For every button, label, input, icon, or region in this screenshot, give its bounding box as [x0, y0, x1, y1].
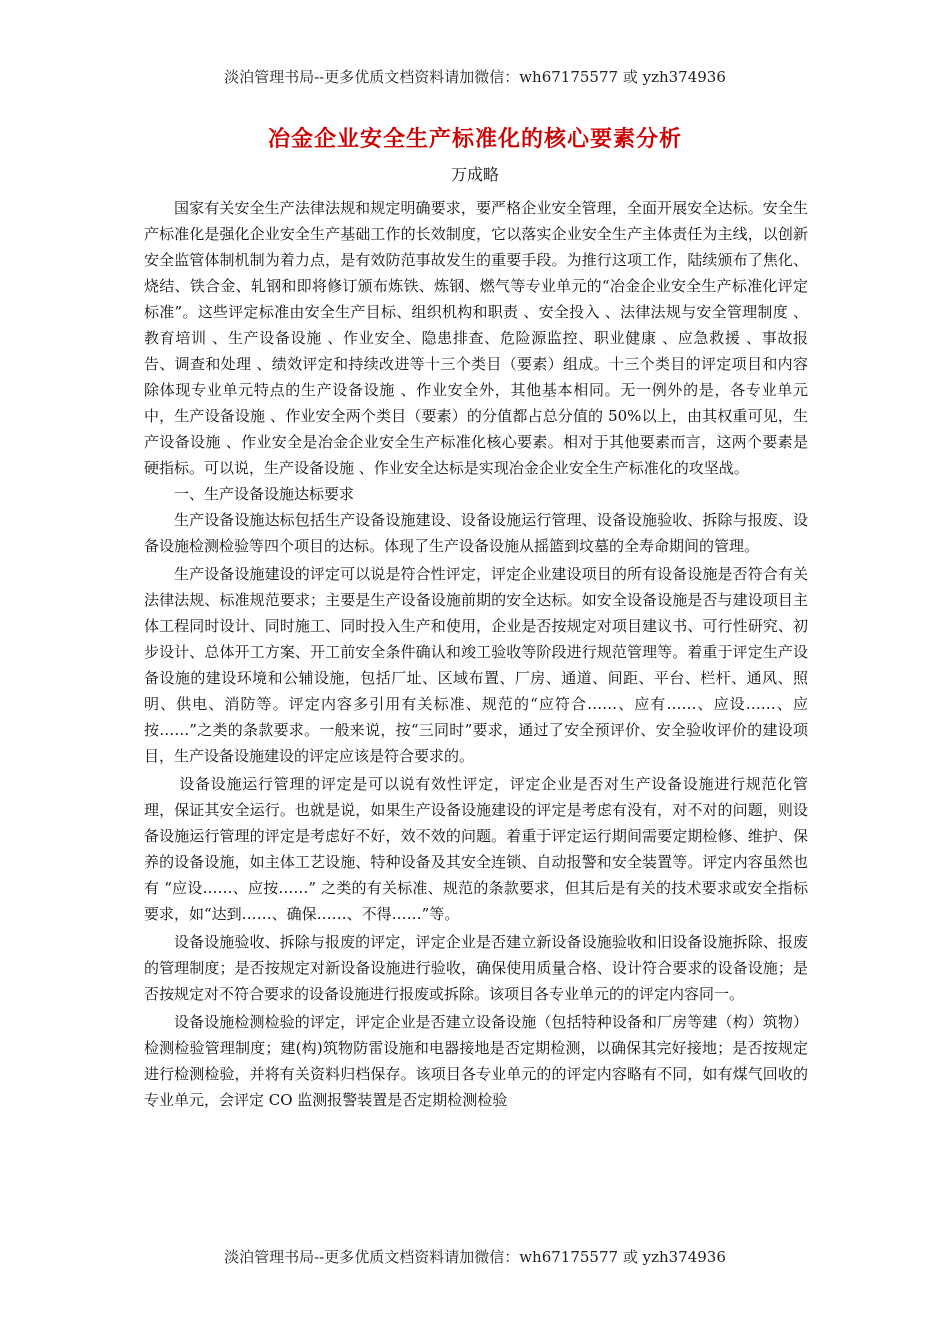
- paragraph: 生产设备设施建设的评定可以说是符合性评定，评定企业建设项目的所有设备设施是否符合有关法律法规、标准规范要求；主要是生产设备设施前期的安全达标。如安全设备设施是否与建设项目主体工程同时设计、同时施工、同时投入生产和使用，企业是否按规定对项目建议书、可行性研究、初步设计、总体开工方案、开工前安全条件确认和竣工验收等阶段进行规范管理等。着重于评定生产设备设施的建设环境和公辅设施，包括厂址、区域布置、厂房、通道、间距、平台、栏杆、通风、照明、供电、消防等。评定内容多引用有关标准、规范的“应符合……、应有……、应设……、应按……”之类的条款要求。一般来说，按“三同时”要求，通过了安全预评价、安全验收评价的建设项目，生产设备设施建设的评定应该是符合要求的。: [144, 565, 808, 765]
- paragraph-intro: 国家有关安全生产法律法规和规定明确要求，要严格企业安全管理，全面开展安全达标。安全生产标准化是强化企业安全生产基础工作的长效制度，它以落实企业安全生产主体责任为主线，以创新安全监管体制机制为着力点，是有效防范事故发生的重要手段。为推行这项工作，陆续颁布了焦化、烧结、铁合金、轧钢和即将修订颁布炼铁、炼钢、燃气等专业单元的“冶金企业安全生产标准化评定标准”。这些评定标准由安全生产目标、组织机构和职责 、安全投入 、法律法规与安全管理制度 、教育培训 、生产设备设施 、作业安全、隐患排查、危险源监控、职业健康 、应急救援 、事故报告、调查和处理 、绩效评定和持续改进等十三个类目（要素）组成。十三个类目的评定项目和内容除体现专业单元特点的生产设备设施 、作业安全外，其他基本相同。无一例外的是，各专业单元中，生产设备设施 、作业安全两个类目（要素）的分值都占总分值的 50%以上，由其权重可见，生产设备设施 、作业安全是冶金企业安全生产标准化核心要素。相对于其他要素而言，这两个要素是硬指标。可以说，生产设备设施 、作业安全达标是实现冶金企业安全生产标准化的攻坚战。: [144, 199, 808, 477]
- document-body: [144, 195, 808, 1113]
- page-footer: 淡泊管理书局--更多优质文档资料请加微信：wh67175577 或 yzh374936: [224, 1248, 726, 1266]
- page-header: 淡泊管理书局--更多优质文档资料请加微信：wh67175577 或 yzh374936: [224, 68, 726, 86]
- paragraph: 设备设施检测检验的评定，评定企业是否建立设备设施（包括特种设备和厂房等建（构）筑物）检测检验管理制度；建(构)筑物防雷设施和电器接地是否定期检测，以确保其完好接地；是否按规定进行检测检验，并将有关资料归档保存。该项目各专业单元的的评定内容略有不同，如有煤气回收的专业单元，会评定 CO 监测报警装置是否定期检测检验: [144, 1013, 808, 1109]
- paragraph: 设备设施运行管理的评定是可以说有效性评定，评定企业是否对生产设备设施进行规范化管理，保证其安全运行。也就是说，如果生产设备设施建设的评定是考虑有没有，对不对的问题，则设备设施运行管理的评定是考虑好不好，效不效的问题。着重于评定运行期间需要定期检修、维护、保养的设备设施，如主体工艺设施、特种设备及其安全连锁、自动报警和安全装置等。评定内容虽然也有 “应设……、应按……” 之类的有关标准、规范的条款要求，但其后是有关的技术要求或安全指标要求，如“达到……、确保……、不得……”等。: [144, 775, 808, 923]
- paragraph: 设备设施验收、拆除与报废的评定，评定企业是否建立新设备设施验收和旧设备设施拆除、报废的管理制度；是否按规定对新设备设施进行验收，确保使用质量合格、设计符合要求的设备设施；是否按规定对不符合要求的设备设施进行报废或拆除。该项目各专业单元的的评定内容同一。: [144, 933, 808, 1003]
- document-title: 冶金企业安全生产标准化的核心要素分析: [267, 126, 682, 152]
- paragraph: 生产设备设施达标包括生产设备设施建设、设备设施运行管理、设备设施验收、拆除与报废、设备设施检测检验等四个项目的达标。体现了生产设备设施从摇篮到坟墓的全寿命期间的管理。: [144, 511, 808, 555]
- author-name: 万成略: [450, 165, 499, 184]
- section-heading: 一、生产设备设施达标要求: [174, 485, 355, 503]
